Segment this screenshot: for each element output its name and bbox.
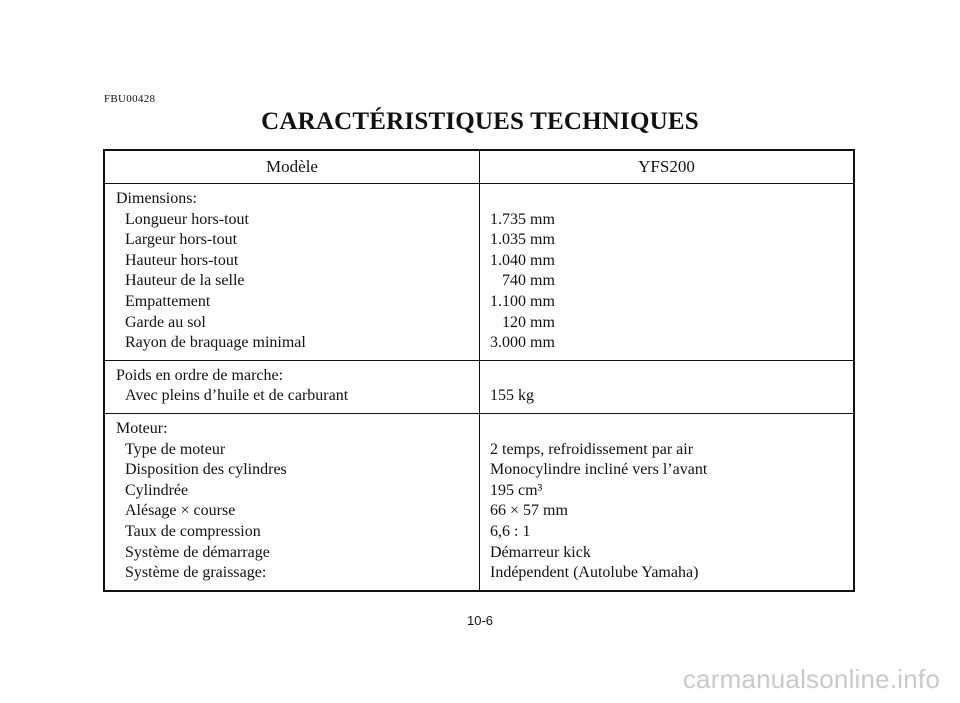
spec-value: Démarreur kick	[490, 543, 591, 561]
spec-value: 66 × 57 mm	[490, 502, 568, 520]
spec-table	[103, 149, 855, 592]
spec-label: Système de démarrage	[125, 543, 270, 561]
spec-value: 155 kg	[490, 387, 534, 405]
spec-value: 3.000 mm	[490, 334, 555, 352]
spec-label: Cylindrée	[125, 481, 189, 499]
spec-label: Système de graissage:	[125, 564, 267, 582]
spec-value: Monocylindre incliné vers l’avant	[490, 461, 708, 479]
spec-label: Largeur hors-tout	[125, 231, 238, 249]
table-section-dimensions	[105, 183, 853, 360]
spec-label: Longueur hors-tout	[125, 210, 249, 228]
page-title: CARACTÉRISTIQUES TECHNIQUES	[261, 108, 699, 135]
spec-value: 1.040 mm	[490, 251, 555, 269]
spec-label: Disposition des cylindres	[125, 461, 287, 479]
spec-label: Empattement	[125, 292, 211, 310]
page-number: 10-6	[466, 613, 494, 628]
spec-value: 6,6 : 1	[490, 522, 531, 540]
spec-value: 1.100 mm	[490, 292, 555, 310]
spec-value: 195 cm³	[490, 481, 543, 499]
watermark: carmanualsonline.info	[682, 664, 940, 694]
section-heading: Moteur:	[116, 419, 168, 437]
spec-label: Taux de compression	[125, 522, 261, 540]
section-heading: Dimensions:	[116, 190, 197, 207]
table-section-engine	[105, 413, 853, 590]
table-header	[105, 151, 853, 183]
spec-label: Rayon de braquage minimal	[125, 334, 306, 352]
spec-label: Hauteur de la selle	[125, 272, 245, 290]
spec-value: 120 mm	[490, 313, 555, 331]
table-section-weight	[105, 360, 853, 413]
document-code: FBU00428	[104, 93, 156, 105]
header-model-label: Modèle	[266, 157, 318, 176]
spec-label: Hauteur hors-tout	[125, 251, 239, 269]
section-heading: Poids en ordre de marche:	[116, 366, 284, 384]
spec-label: Alésage × course	[125, 502, 236, 520]
spec-value: Indépendent (Autolube Yamaha)	[490, 564, 699, 582]
spec-value: 1.735 mm	[490, 210, 555, 228]
spec-value: 740 mm	[490, 272, 555, 290]
spec-label: Garde au sol	[125, 313, 206, 331]
spec-value: 1.035 mm	[490, 231, 555, 249]
spec-label: Type de moteur	[125, 440, 226, 458]
spec-label: Avec pleins d’huile et de carburant	[125, 387, 349, 405]
header-model-value: YFS200	[479, 151, 853, 183]
spec-value: 2 temps, refroidissement par air	[490, 440, 694, 458]
